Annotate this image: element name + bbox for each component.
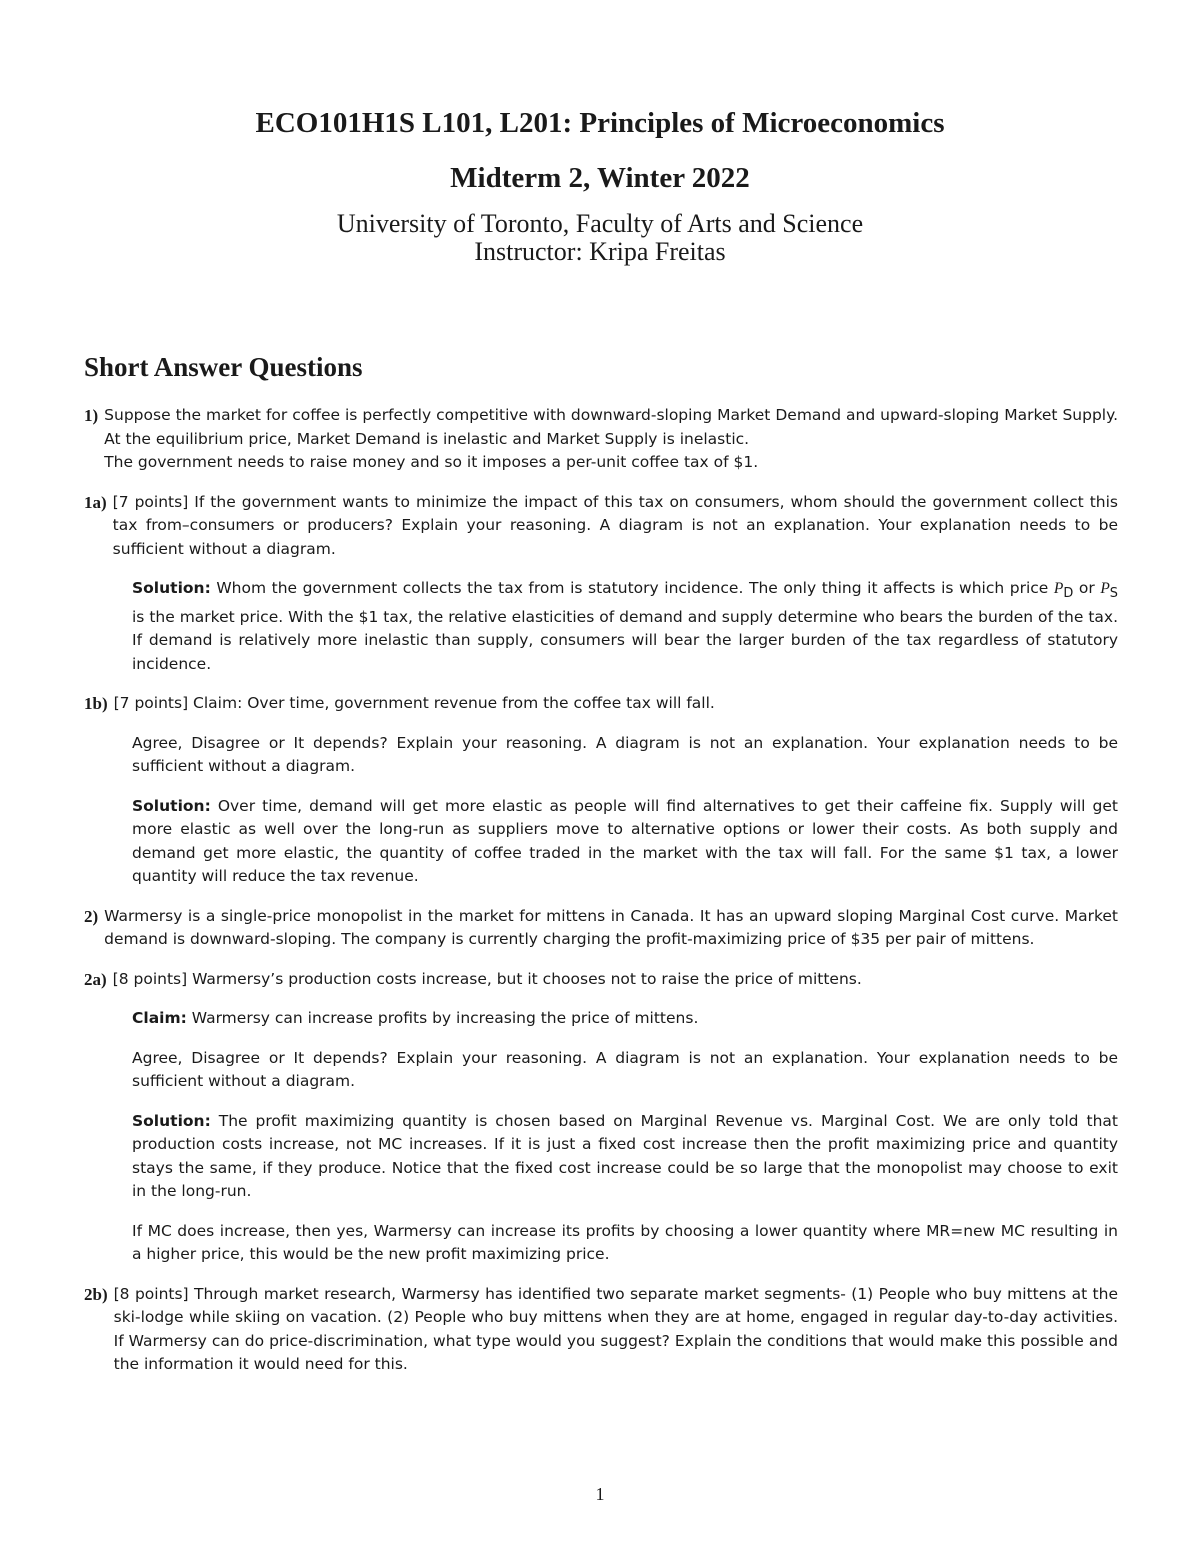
solution-2a-followup: If MC does increase, then yes, Warmersy can increase its profits by choosing a lower quantity where MR=new MC resulting in a higher price, this would be the new profit maximizing price.: [132, 1221, 1118, 1264]
questions-body: [84, 404, 1118, 1393]
document-header: [0, 103, 1200, 266]
question-1a-text: [7 points] If the government wants to minimize the impact of this tax on consumers, whom should the government collect this tax from–consumers or producers? Explain your reasoning. A diagram is not an explanation. Your explanation needs to be sufficient without a diagram.: [112, 492, 1118, 558]
solution-label: Solution:: [132, 1111, 211, 1130]
math-sub: S: [1109, 586, 1118, 602]
question-number: 1): [84, 406, 99, 425]
course-title: ECO101H1S L101, L201: Principles of Microeconomics: [255, 107, 945, 139]
question-1b: [84, 692, 1118, 716]
solution-text: Over time, demand will get more elastic as people will find alternatives to get their caffeine fix. Supply will get more elastic as well over the long-run as suppliers move to alternative options or lower their costs. As both supply and demand get more elastic, the quantity of coffee traded in the market with the tax will fall. For the same $1 tax, a lower quantity will reduce the tax revenue.: [132, 796, 1118, 886]
page-number: 1: [595, 1484, 605, 1504]
question-number: 1b): [84, 694, 108, 714]
question-1-text: Suppose the market for coffee is perfectly competitive with downward-sloping Market Demand and upward-sloping Market Supply. At the equilibrium price, Market Demand is inelastic and Market Supply is inelastic.: [104, 406, 1118, 448]
question-1a: [84, 491, 1118, 562]
solution-text: or: [1073, 579, 1101, 597]
math-p: P: [1100, 580, 1110, 597]
instructor: Instructor: Kripa Freitas: [474, 237, 726, 266]
question-1: [84, 404, 1118, 475]
solution-1a: [132, 577, 1118, 676]
question-2a-prompt: Agree, Disagree or It depends? Explain your reasoning. A diagram is not an explanation. Your explanation needs to be sufficient without a diagram.: [132, 1048, 1118, 1091]
math-sub: D: [1063, 586, 1074, 602]
exam-subtitle: Midterm 2, Winter 2022: [450, 162, 750, 194]
question-2: [84, 905, 1118, 952]
question-number: 2): [84, 906, 99, 926]
question-1-text-2: The government needs to raise money and so it imposes a per-unit coffee tax of $1.: [104, 453, 759, 471]
question-2-text: Warmersy is a single-price monopolist in the market for mittens in Canada. It has an upward sloping Marginal Cost curve. Market demand is downward-sloping. The company is currently charging the profit-maximizing price of $35 per pair of mittens.: [104, 906, 1118, 949]
section-title: Short Answer Questions: [84, 352, 363, 382]
solution-text: Whom the government collects the tax from is statutory incidence. The only thing it affects is which price: [216, 579, 1054, 597]
question-2b-text: [8 points] Through market research, Warmersy has identified two separate market segments- (1) People who buy mittens at the ski-lodge while skiing on vacation. (2) People who buy mittens when they are at home, engaged in regular day-to-day activities. If Warmersy can do price-discrimination, what type would you suggest? Explain the conditions that would make this possible and the information it would need for this.: [113, 1284, 1118, 1374]
claim-label: Claim:: [132, 1009, 187, 1028]
question-1b-prompt: Agree, Disagree or It depends? Explain your reasoning. A diagram is not an explanation. Your explanation needs to be sufficient without a diagram.: [132, 733, 1118, 776]
claim-2a: [132, 1007, 1118, 1031]
question-2a: [84, 968, 1118, 992]
affiliation: University of Toronto, Faculty of Arts and Science: [336, 209, 864, 238]
question-2b: [84, 1283, 1118, 1377]
solution-label: Solution:: [132, 796, 211, 815]
solution-1b: [132, 795, 1118, 889]
solution-2a: [132, 1110, 1118, 1204]
question-number: 1a): [84, 492, 107, 512]
question-number: 2b): [84, 1284, 108, 1304]
question-text: [104, 404, 1118, 475]
solution-label: Solution:: [132, 579, 211, 597]
solution-text: is the market price. With the $1 tax, the relative elasticities of demand and supply determine who bears the burden of the tax. If demand is relatively more inelastic than supply, consumers will bear the larger burden of the tax regardless of statutory incidence.: [132, 607, 1118, 673]
question-2a-text: [8 points] Warmersy’s production costs increase, but it chooses not to raise the price of mittens.: [112, 969, 862, 988]
question-number: 2a): [84, 969, 107, 989]
solution-text: The profit maximizing quantity is chosen based on Marginal Revenue vs. Marginal Cost. We are only told that production costs increase, not MC increases. If it is just a fixed cost increase then the profit maximizing price and quantity stays the same, if they produce. Notice that the fixed cost increase could be so large that the monopolist may choose to exit in the long-run.: [132, 1111, 1118, 1201]
claim-text: Warmersy can increase profits by increasing the price of mittens.: [191, 1009, 699, 1028]
question-1b-text: [7 points] Claim: Over time, government revenue from the coffee tax will fall.: [113, 694, 715, 713]
math-p: P: [1053, 580, 1064, 597]
